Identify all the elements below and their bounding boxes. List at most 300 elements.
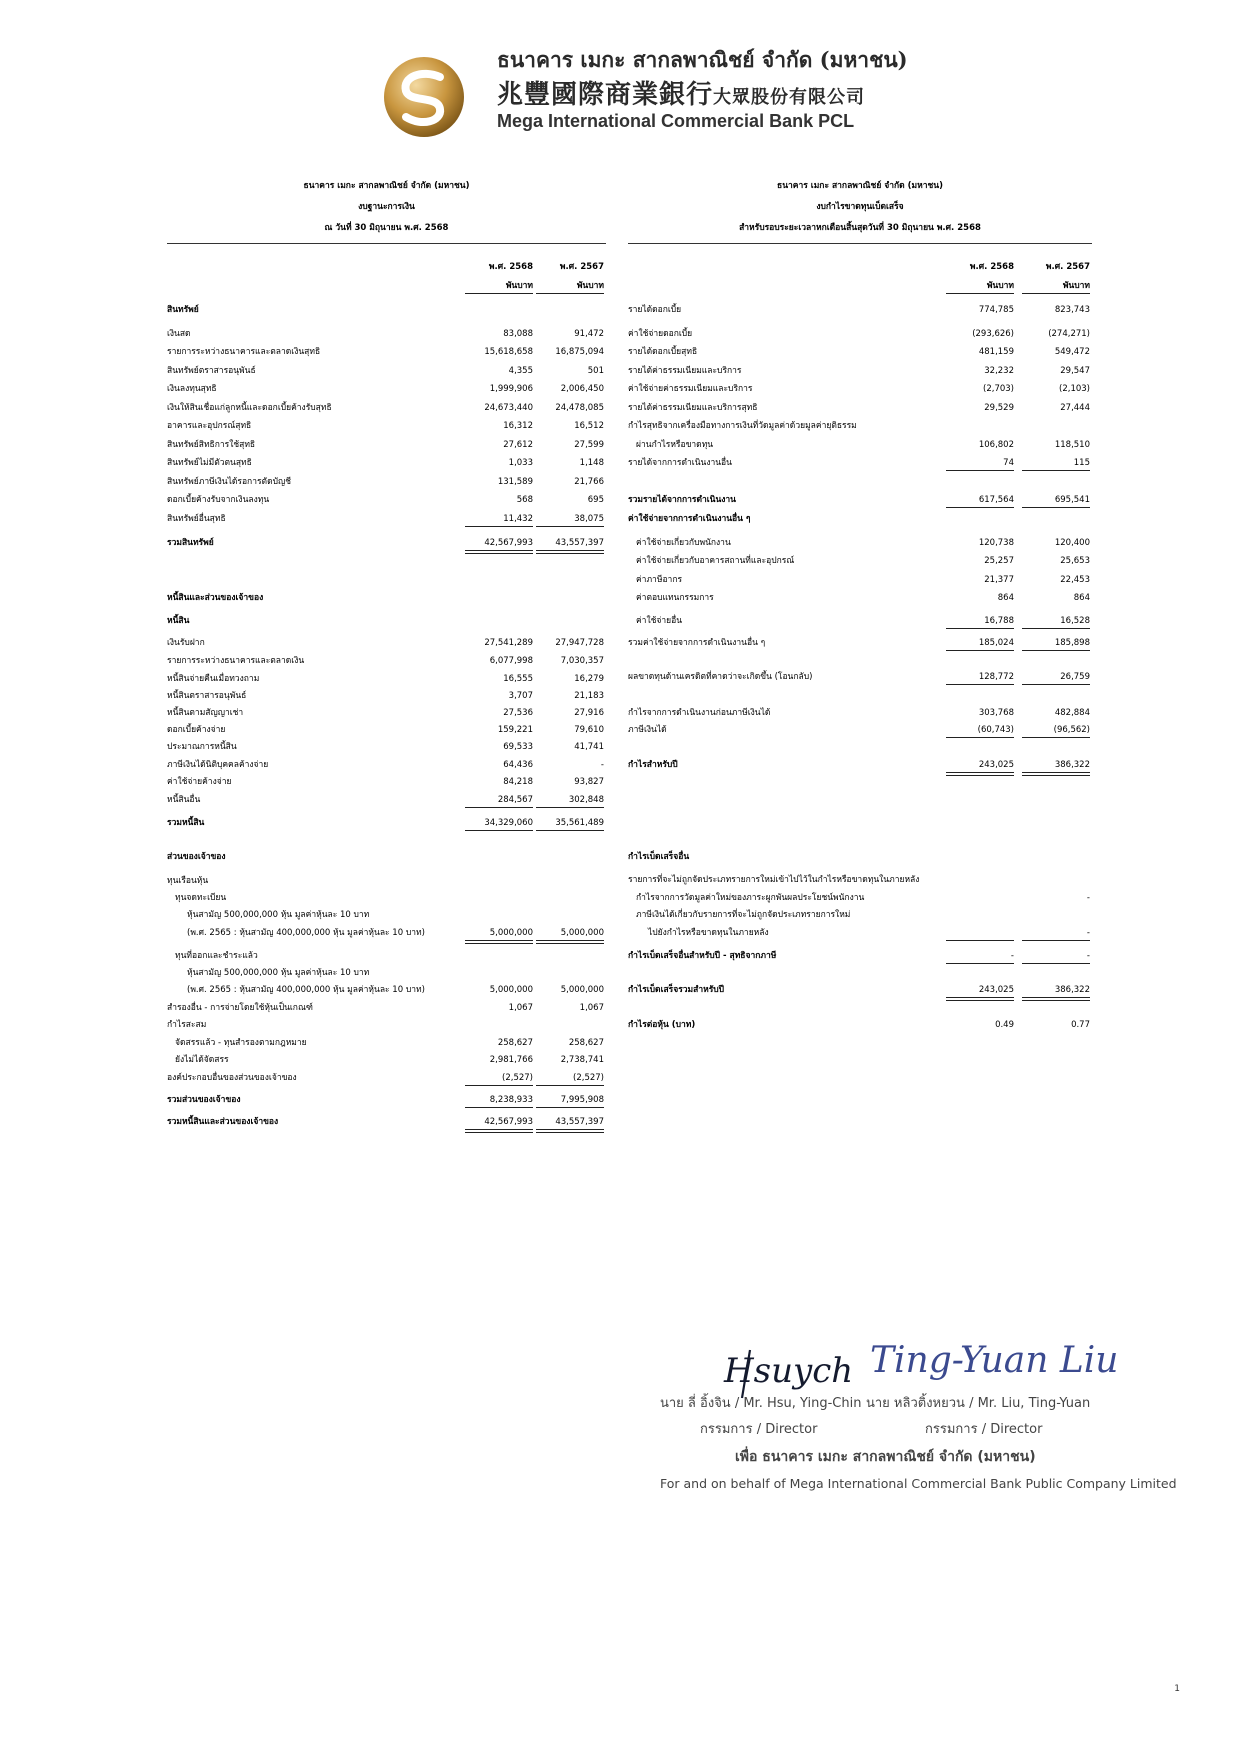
on-behalf-thai: เพื่อ ธนาคาร เมกะ สากลพาณิชย์ จำกัด (มหาชน) <box>735 1449 1036 1465</box>
row-value-prior: 823,743 <box>1054 305 1090 315</box>
bank-name-english: Mega International Commercial Bank PCL <box>497 111 855 131</box>
column-year-header-col2: พ.ศ. 2567 <box>559 262 604 272</box>
total-line <box>465 830 533 831</box>
total-line <box>465 1129 533 1133</box>
row-label: รวมค่าใช้จ่ายจากการดำเนินงานอื่น ๆ <box>628 638 766 648</box>
balance-sheet-date: ณ วันที่ 30 มิถุนายน พ.ศ. 2568 <box>324 223 449 233</box>
row-value-current: 243,025 <box>978 985 1014 995</box>
row-value-prior: 16,279 <box>574 674 604 684</box>
statement-row <box>167 1115 606 1129</box>
statement-row <box>628 949 1092 963</box>
row-label: ค่าใช้จ่ายจากการดำเนินงานอื่น ๆ <box>628 514 751 524</box>
row-value-current: 24,673,440 <box>484 403 533 413</box>
total-line <box>946 650 1014 651</box>
row-label: เงินสด <box>167 329 191 339</box>
statement-row <box>167 419 606 433</box>
row-value-prior: - <box>600 760 604 770</box>
statement-row <box>167 775 606 789</box>
row-label: รวมหนี้สิน <box>167 818 205 828</box>
row-value-prior: 27,599 <box>574 440 604 450</box>
row-label: สินทรัพย์ภาษีเงินได้รอการตัดบัญชี <box>167 477 291 487</box>
row-label: รวมส่วนของเจ้าของ <box>167 1095 241 1105</box>
statement-row <box>628 926 1092 940</box>
page-number: 1 <box>1174 1684 1180 1694</box>
column-unit-header <box>628 279 1092 293</box>
row-label: สินทรัพย์ <box>167 305 199 315</box>
statement-row <box>628 345 1092 359</box>
row-label: หนี้สินและส่วนของเจ้าของ <box>167 593 264 603</box>
statement-row <box>167 456 606 470</box>
total-line <box>465 1085 533 1086</box>
row-label: กำไรสำหรับปี <box>628 760 678 770</box>
statement-row <box>628 1018 1092 1032</box>
row-value-prior: 7,030,357 <box>560 656 604 666</box>
row-value-current: 774,785 <box>978 305 1014 315</box>
statement-row <box>628 438 1092 452</box>
row-value-prior: 864 <box>1073 593 1090 603</box>
row-value-current: 2,981,766 <box>489 1055 533 1065</box>
row-value-prior: (2,527) <box>573 1073 604 1083</box>
statement-row <box>167 908 606 922</box>
statement-row <box>167 1018 606 1032</box>
total-line <box>946 997 1014 1001</box>
row-value-current: 159,221 <box>497 725 533 735</box>
row-label: ค่าตอบแทนกรรมการ <box>636 593 714 603</box>
row-value-current: 27,612 <box>503 440 533 450</box>
row-value-current: 69,533 <box>503 742 533 752</box>
statement-row <box>167 438 606 452</box>
bank-name-chinese-suffix: 大眾股份有限公司 <box>713 87 866 108</box>
statement-row <box>628 670 1092 684</box>
row-value-current: 11,432 <box>503 514 533 524</box>
statement-row <box>167 891 606 905</box>
row-label: ทุนที่ออกและชำระแล้ว <box>175 951 258 961</box>
total-line <box>1022 684 1090 685</box>
row-label: เงินให้สินเชื่อแก่ลูกหนี้และดอกเบี้ยค้างรับสุทธิ <box>167 403 332 413</box>
column-unit-header-col2: พันบาท <box>576 281 604 291</box>
row-label: ทุนเรือนหุ้น <box>167 876 209 886</box>
row-label: จัดสรรแล้ว - ทุนสำรองตามกฎหมาย <box>175 1038 307 1048</box>
row-label: (พ.ศ. 2565 : หุ้นสามัญ 400,000,000 หุ้น มูลค่าหุ้นละ 10 บาท) <box>187 928 425 938</box>
signer-2-title: กรรมการ / Director <box>925 1422 1043 1437</box>
row-value-prior: 27,916 <box>574 708 604 718</box>
statement-row <box>167 614 606 628</box>
unit-underline <box>465 293 533 294</box>
row-label: กำไรจากการวัดมูลค่าใหม่ของภาระผูกพันผลประโยชน์พนักงาน <box>636 893 865 903</box>
row-value-current: 0.49 <box>995 1020 1014 1030</box>
row-value-prior: 258,627 <box>568 1038 604 1048</box>
statement-row <box>167 949 606 963</box>
row-value-prior: 79,610 <box>574 725 604 735</box>
row-value-prior: 695 <box>587 495 604 505</box>
statement-row <box>628 327 1092 341</box>
total-line <box>465 1107 533 1108</box>
row-label: กำไรจากการดำเนินงานก่อนภาษีเงินได้ <box>628 708 771 718</box>
row-label: เงินรับฝาก <box>167 638 205 648</box>
row-label: ผ่านกำไรหรือขาดทุน <box>636 440 714 450</box>
row-label: ภาษีเงินได้เกี่ยวกับรายการที่จะไม่ถูกจัดประเภทรายการใหม่ <box>636 910 851 920</box>
row-label: ไปยังกำไรหรือขาดทุนในภายหลัง <box>648 928 769 938</box>
total-line <box>946 940 1014 941</box>
balance-sheet <box>167 178 606 1244</box>
row-value-prior: - <box>1086 928 1090 938</box>
row-value-current: 5,000,000 <box>489 928 533 938</box>
statement-row <box>167 1093 606 1107</box>
row-value-prior: 118,510 <box>1054 440 1090 450</box>
row-value-prior: - <box>1086 893 1090 903</box>
column-year-header <box>167 260 606 274</box>
row-value-current: 131,589 <box>497 477 533 487</box>
statement-row <box>628 554 1092 568</box>
statement-row <box>167 401 606 415</box>
signature-1-icon <box>720 1340 870 1400</box>
row-value-prior: 501 <box>587 366 604 376</box>
statement-row <box>628 493 1092 507</box>
row-value-prior: 29,547 <box>1060 366 1090 376</box>
row-label: หนี้สิน <box>167 616 190 626</box>
total-line <box>1022 940 1090 941</box>
row-value-prior: 120,400 <box>1054 538 1090 548</box>
total-line <box>946 628 1014 629</box>
statement-row <box>628 573 1092 587</box>
row-label: รายได้ดอกเบี้ยสุทธิ <box>628 347 698 357</box>
row-value-current: 258,627 <box>497 1038 533 1048</box>
row-value-prior: 0.77 <box>1071 1020 1090 1030</box>
row-label: ภาษีเงินได้นิติบุคคลค้างจ่าย <box>167 760 269 770</box>
row-label: รายได้ค่าธรรมเนียมและบริการสุทธิ <box>628 403 758 413</box>
statement-row <box>167 636 606 650</box>
row-value-prior: 1,067 <box>579 1003 604 1013</box>
statement-row <box>167 591 606 605</box>
statement-row <box>628 983 1092 997</box>
row-value-current: 481,159 <box>978 347 1014 357</box>
row-label: ทุนจดทะเบียน <box>175 893 227 903</box>
statement-row <box>167 654 606 668</box>
unit-underline <box>946 293 1014 294</box>
statement-row <box>628 456 1092 470</box>
statement-row <box>167 926 606 940</box>
balance-sheet-title: งบฐานะการเงิน <box>358 202 415 212</box>
statement-row <box>628 706 1092 720</box>
row-value-current: 34,329,060 <box>484 818 533 828</box>
row-label: ค่าภาษีอากร <box>636 575 683 585</box>
statement-row <box>628 873 1092 887</box>
total-line <box>1022 737 1090 738</box>
statement-row <box>167 740 606 754</box>
row-label: ผลขาดทุนด้านเครดิตที่คาดว่าจะเกิดขึ้น (โอนกลับ) <box>628 672 813 682</box>
statement-row <box>167 689 606 703</box>
row-label: กำไรเบ็ดเสร็จรวมสำหรับปี <box>628 985 725 995</box>
statement-row <box>167 364 606 378</box>
row-value-current: 1,033 <box>508 458 533 468</box>
row-value-prior: 2,006,450 <box>560 384 604 394</box>
row-value-prior: (96,562) <box>1053 725 1090 735</box>
balance-sheet-company: ธนาคาร เมกะ สากลพาณิชย์ จำกัด (มหาชน) <box>303 181 470 191</box>
column-year-header-col1: พ.ศ. 2568 <box>969 262 1014 272</box>
column-unit-header-col1: พันบาท <box>986 281 1014 291</box>
row-label: หุ้นสามัญ 500,000,000 หุ้น มูลค่าหุ้นละ 10 บาท <box>187 910 370 920</box>
row-value-prior: 38,075 <box>574 514 604 524</box>
row-value-prior: 26,759 <box>1060 672 1090 682</box>
row-value-prior: 185,898 <box>1054 638 1090 648</box>
statement-row <box>167 816 606 830</box>
total-line <box>465 550 533 554</box>
column-year-header <box>628 260 1092 274</box>
column-unit-header <box>167 279 606 293</box>
row-value-current: 568 <box>516 495 533 505</box>
statement-row <box>167 850 606 864</box>
row-value-current: (2,703) <box>983 384 1014 394</box>
unit-underline <box>536 293 604 294</box>
row-value-prior: (2,103) <box>1059 384 1090 394</box>
row-label: รวมรายได้จากการดำเนินงาน <box>628 495 736 505</box>
row-value-current: 16,788 <box>984 616 1014 626</box>
row-label: รายได้จากการดำเนินงานอื่น <box>628 458 732 468</box>
row-label: รายการระหว่างธนาคารและตลาดเงิน <box>167 656 305 666</box>
signer-2-name: นาย หลิวติ้งหยวน / Mr. Liu, Ting-Yuan <box>866 1396 1091 1411</box>
row-label: หุ้นสามัญ 500,000,000 หุ้น มูลค่าหุ้นละ 10 บาท <box>187 968 370 978</box>
row-value-prior: 386,322 <box>1054 985 1090 995</box>
row-value-current: 1,067 <box>508 1003 533 1013</box>
row-value-current: 864 <box>997 593 1014 603</box>
row-label: รายการที่จะไม่ถูกจัดประเภทรายการใหม่เข้าไปไว้ในกำไรหรือขาดทุนในภายหลัง <box>628 875 920 885</box>
row-value-current: 284,567 <box>497 795 533 805</box>
row-value-prior: 41,741 <box>574 742 604 752</box>
row-value-prior: 16,875,094 <box>555 347 604 357</box>
income-statement-company: ธนาคาร เมกะ สากลพาณิชย์ จำกัด (มหาชน) <box>777 181 943 191</box>
row-label: รายได้ดอกเบี้ย <box>628 305 682 315</box>
total-line <box>946 963 1014 964</box>
row-label: ส่วนของเจ้าของ <box>167 852 226 862</box>
row-value-current: 32,232 <box>984 366 1014 376</box>
statement-row <box>628 850 1092 864</box>
on-behalf-english: For and on behalf of Mega International Commercial Bank Public Company Limited <box>660 1476 1177 1491</box>
row-value-current: (293,626) <box>972 329 1014 339</box>
unit-underline <box>1022 293 1090 294</box>
statement-row <box>167 382 606 396</box>
row-label: สินทรัพย์ไม่มีตัวตนสุทธิ <box>167 458 252 468</box>
row-value-current: 4,355 <box>508 366 533 376</box>
total-line <box>946 737 1014 738</box>
row-label: เงินลงทุนสุทธิ <box>167 384 217 394</box>
row-label: ค่าใช้จ่ายอื่น <box>636 616 683 626</box>
row-value-current: 617,564 <box>978 495 1014 505</box>
row-label: กำไรสะสม <box>167 1020 207 1030</box>
row-value-prior: 22,453 <box>1060 575 1090 585</box>
statement-row <box>628 614 1092 628</box>
row-label: ดอกเบี้ยค้างจ่าย <box>167 725 226 735</box>
statement-row <box>628 401 1092 415</box>
statement-row <box>167 966 606 980</box>
mega-logo-icon <box>382 55 466 139</box>
row-label: กำไรสุทธิจากเครื่องมือทางการเงินที่วัดมูลค่าด้วยมูลค่ายุติธรรม <box>628 421 857 431</box>
row-label: ค่าใช้จ่ายเกี่ยวกับอาคารสถานที่และอุปกรณ์ <box>636 556 795 566</box>
total-line <box>465 526 533 527</box>
statement-row <box>167 793 606 807</box>
total-line <box>536 526 604 527</box>
statement-row <box>167 758 606 772</box>
statement-row <box>628 591 1092 605</box>
row-value-current: 15,618,658 <box>484 347 533 357</box>
statement-row <box>628 303 1092 317</box>
row-value-current: 120,738 <box>978 538 1014 548</box>
row-value-prior: 386,322 <box>1054 760 1090 770</box>
row-value-prior: 16,512 <box>574 421 604 431</box>
row-label: ค่าใช้จ่ายค้างจ่าย <box>167 777 232 787</box>
row-value-prior: 24,478,085 <box>555 403 604 413</box>
bank-name-thai: ธนาคาร เมกะ สากลพาณิชย์ จำกัด (มหาชน) <box>497 47 908 72</box>
row-label: ยังไม่ได้จัดสรร <box>175 1055 229 1065</box>
statement-row <box>167 983 606 997</box>
row-value-current: 83,088 <box>503 329 533 339</box>
total-line <box>1022 772 1090 776</box>
row-value-current: 84,218 <box>503 777 533 787</box>
total-line <box>536 940 604 944</box>
row-label: หนี้สินอื่น <box>167 795 201 805</box>
row-label: สำรองอื่น - การจ่ายโดยใช้หุ้นเป็นเกณฑ์ <box>167 1003 313 1013</box>
row-value-current: 8,238,933 <box>489 1095 533 1105</box>
row-label: หนี้สินตามสัญญาเช่า <box>167 708 244 718</box>
statement-row <box>167 706 606 720</box>
row-value-prior: 2,738,741 <box>560 1055 604 1065</box>
balance-sheet-body <box>167 244 606 1244</box>
statement-row <box>167 672 606 686</box>
total-line <box>1022 628 1090 629</box>
statement-row <box>167 327 606 341</box>
total-line <box>946 507 1014 508</box>
signature-2-text: Ting-Yuan Liu <box>870 1340 1119 1381</box>
row-label: กำไรเบ็ดเสร็จอื่นสำหรับปี - สุทธิจากภาษี <box>628 951 777 961</box>
row-label: กำไรเบ็ดเสร็จอื่น <box>628 852 690 862</box>
total-line <box>465 807 533 808</box>
statement-row <box>628 758 1092 772</box>
row-label: รายได้ค่าธรรมเนียมและบริการ <box>628 366 742 376</box>
row-value-current: 27,541,289 <box>484 638 533 648</box>
row-label: หนี้สินจ่ายคืนเมื่อทวงถาม <box>167 674 260 684</box>
statement-row <box>628 364 1092 378</box>
total-line <box>946 470 1014 471</box>
total-line <box>536 807 604 808</box>
signature-1-text: Hsuych <box>724 1351 854 1391</box>
row-value-current: 27,536 <box>503 708 533 718</box>
statement-row <box>167 1036 606 1050</box>
row-value-prior: 5,000,000 <box>560 985 604 995</box>
row-value-prior: 695,541 <box>1054 495 1090 505</box>
total-line <box>946 772 1014 776</box>
row-label: (พ.ศ. 2565 : หุ้นสามัญ 400,000,000 หุ้น มูลค่าหุ้นละ 10 บาท) <box>187 985 425 995</box>
row-label: อาคารและอุปกรณ์สุทธิ <box>167 421 252 431</box>
bank-name-chinese-main: 兆豐國際商業銀行 <box>497 80 714 110</box>
statement-row <box>167 723 606 737</box>
statement-row <box>167 1001 606 1015</box>
statement-row <box>167 493 606 507</box>
statement-row <box>167 475 606 489</box>
row-value-current: 185,024 <box>978 638 1014 648</box>
total-line <box>536 1107 604 1108</box>
row-value-prior: 1,148 <box>579 458 604 468</box>
row-value-prior: 115 <box>1073 458 1090 468</box>
row-value-prior: 482,884 <box>1054 708 1090 718</box>
row-label: ประมาณการหนี้สิน <box>167 742 237 752</box>
total-line <box>536 830 604 831</box>
row-value-current: 243,025 <box>978 760 1014 770</box>
statement-row <box>628 723 1092 737</box>
row-value-current: 16,555 <box>503 674 533 684</box>
row-label: ค่าใช้จ่ายค่าธรรมเนียมและบริการ <box>628 384 753 394</box>
row-value-current: 42,567,993 <box>484 538 533 548</box>
row-value-current: 29,529 <box>984 403 1014 413</box>
row-value-prior: (274,271) <box>1048 329 1090 339</box>
row-label: สินทรัพย์อื่นสุทธิ <box>167 514 226 524</box>
signature-2-icon <box>870 1330 1119 1390</box>
row-value-current: - <box>1010 951 1014 961</box>
statement-row <box>167 512 606 526</box>
row-value-prior: 16,528 <box>1060 616 1090 626</box>
row-value-prior: 5,000,000 <box>560 928 604 938</box>
row-value-current: 16,312 <box>503 421 533 431</box>
row-label: สินทรัพย์สิทธิการใช้สุทธิ <box>167 440 256 450</box>
row-label: ดอกเบี้ยค้างรับจากเงินลงทุน <box>167 495 270 505</box>
row-label: ค่าใช้จ่ายเกี่ยวกับพนักงาน <box>636 538 731 548</box>
statement-row <box>167 303 606 317</box>
row-value-prior: 91,472 <box>574 329 604 339</box>
row-value-current: (60,743) <box>977 725 1014 735</box>
total-line <box>946 684 1014 685</box>
row-value-prior: 93,827 <box>574 777 604 787</box>
income-statement-period: สำหรับรอบระยะเวลาหกเดือนสิ้นสุดวันที่ 30 มิถุนายน พ.ศ. 2568 <box>739 223 981 233</box>
row-label: หนี้สินตราสารอนุพันธ์ <box>167 691 247 701</box>
bank-name-chinese <box>497 74 865 111</box>
column-unit-header-col2: พันบาท <box>1062 281 1090 291</box>
income-statement-title: งบกำไรขาดทุนเบ็ดเสร็จ <box>816 202 904 212</box>
row-value-prior: 21,766 <box>574 477 604 487</box>
row-value-prior: 302,848 <box>568 795 604 805</box>
row-value-current: 6,077,998 <box>489 656 533 666</box>
total-line <box>465 940 533 944</box>
statement-row <box>628 536 1092 550</box>
row-value-current: 106,802 <box>978 440 1014 450</box>
row-label: สินทรัพย์ตราสารอนุพันธ์ <box>167 366 256 376</box>
row-value-current: 1,999,906 <box>489 384 533 394</box>
total-line <box>1022 963 1090 964</box>
row-label: รวมหนี้สินและส่วนของเจ้าของ <box>167 1117 279 1127</box>
row-value-prior: - <box>1086 951 1090 961</box>
column-unit-header-col1: พันบาท <box>505 281 533 291</box>
total-line <box>1022 470 1090 471</box>
row-value-prior: 43,557,397 <box>555 538 604 548</box>
row-value-current: 74 <box>1003 458 1014 468</box>
total-line <box>1022 650 1090 651</box>
statement-row <box>628 382 1092 396</box>
row-value-prior: 549,472 <box>1054 347 1090 357</box>
row-label: องค์ประกอบอื่นของส่วนของเจ้าของ <box>167 1073 297 1083</box>
income-statement <box>628 178 1092 1244</box>
statement-row <box>167 1071 606 1085</box>
row-value-current: 21,377 <box>984 575 1014 585</box>
total-line <box>536 1085 604 1086</box>
statement-row <box>167 1053 606 1067</box>
row-label: ค่าใช้จ่ายดอกเบี้ย <box>628 329 693 339</box>
statement-row <box>167 345 606 359</box>
row-label: ภาษีเงินได้ <box>628 725 667 735</box>
row-value-current: 5,000,000 <box>489 985 533 995</box>
row-value-prior: 43,557,397 <box>555 1117 604 1127</box>
statement-row <box>628 419 1092 433</box>
row-value-current: 303,768 <box>978 708 1014 718</box>
row-value-current: 128,772 <box>978 672 1014 682</box>
statement-row <box>628 512 1092 526</box>
row-value-prior: 35,561,489 <box>555 818 604 828</box>
